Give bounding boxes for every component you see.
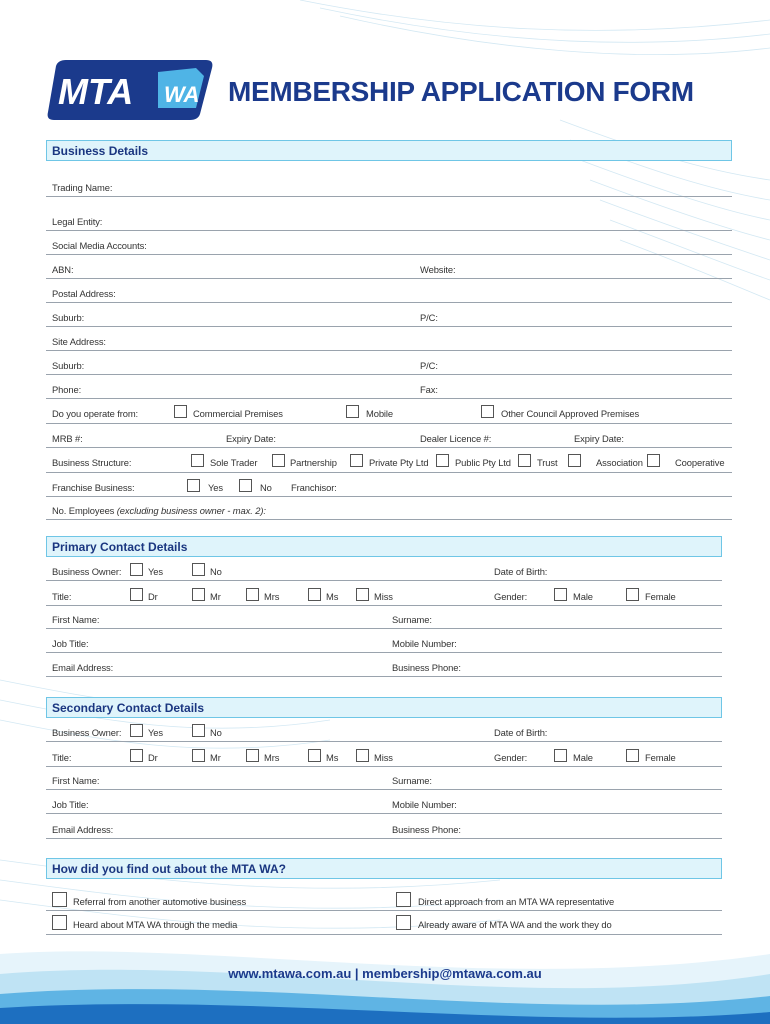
mrb-field[interactable] bbox=[46, 447, 732, 448]
primary-surname-label: Surname: bbox=[392, 614, 432, 625]
section-header-secondary: Secondary Contact Details bbox=[46, 697, 722, 718]
abn-label: ABN: bbox=[52, 264, 74, 275]
already-aware-label: Already aware of MTA WA and the work they do bbox=[418, 919, 612, 930]
secondary-owner-no-label: No bbox=[210, 727, 222, 738]
site-suburb-label: Suburb: bbox=[52, 360, 85, 371]
site-address-label: Site Address: bbox=[52, 336, 106, 347]
primary-ms-checkbox[interactable] bbox=[308, 588, 321, 601]
primary-miss-label: Miss bbox=[374, 591, 393, 602]
abn-website-field[interactable] bbox=[46, 278, 732, 279]
franchise-yes-checkbox[interactable] bbox=[187, 479, 200, 492]
primary-miss-checkbox[interactable] bbox=[356, 588, 369, 601]
partnership-label: Partnership bbox=[290, 457, 337, 468]
primary-mr-label: Mr bbox=[210, 591, 221, 602]
primary-female-label: Female bbox=[645, 591, 676, 602]
mta-wa-logo bbox=[46, 58, 214, 122]
referral-label: Referral from another automotive business bbox=[73, 896, 247, 907]
primary-job-title-label: Job Title: bbox=[52, 638, 89, 649]
mrb-label: MRB #: bbox=[52, 433, 83, 444]
public-pty-checkbox[interactable] bbox=[436, 454, 449, 467]
franchise-yes-label: Yes bbox=[208, 482, 223, 493]
phone-fax-field[interactable] bbox=[46, 398, 732, 399]
secondary-mobile-label: Mobile Number: bbox=[392, 799, 457, 810]
primary-email-label: Email Address: bbox=[52, 662, 114, 673]
secondary-dr-label: Dr bbox=[148, 752, 158, 763]
primary-name-field[interactable] bbox=[46, 628, 722, 629]
trading-name-label: Trading Name: bbox=[52, 182, 113, 193]
primary-mobile-label: Mobile Number: bbox=[392, 638, 457, 649]
private-pty-checkbox[interactable] bbox=[350, 454, 363, 467]
secondary-mrs-checkbox[interactable] bbox=[246, 749, 259, 762]
secondary-email-label: Email Address: bbox=[52, 824, 114, 835]
other-council-checkbox[interactable] bbox=[481, 405, 494, 418]
postal-address-label: Postal Address: bbox=[52, 288, 116, 299]
direct-approach-checkbox[interactable] bbox=[396, 892, 411, 907]
primary-dr-label: Dr bbox=[148, 591, 158, 602]
footer-wave bbox=[0, 944, 770, 1024]
phone-label: Phone: bbox=[52, 384, 82, 395]
other-council-label: Other Council Approved Premises bbox=[501, 408, 640, 419]
secondary-miss-label: Miss bbox=[374, 752, 393, 763]
primary-owner-yes-label: Yes bbox=[148, 566, 163, 577]
primary-gender-label: Gender: bbox=[494, 591, 528, 602]
franchise-business-label: Franchise Business: bbox=[52, 482, 135, 493]
cooperative-checkbox[interactable] bbox=[647, 454, 660, 467]
primary-male-checkbox[interactable] bbox=[554, 588, 567, 601]
footer-contact: www.mtawa.com.au | membership@mtawa.com.au bbox=[228, 966, 542, 981]
franchisor-label: Franchisor: bbox=[291, 482, 337, 493]
secondary-mr-label: Mr bbox=[210, 752, 221, 763]
primary-email-field[interactable] bbox=[46, 676, 722, 677]
employees-field[interactable] bbox=[46, 519, 732, 520]
primary-business-phone-label: Business Phone: bbox=[392, 662, 461, 673]
trading-name-field[interactable] bbox=[46, 196, 732, 197]
dealer-licence-label: Dealer Licence #: bbox=[420, 433, 492, 444]
primary-dr-checkbox[interactable] bbox=[130, 588, 143, 601]
trust-label: Trust bbox=[537, 457, 558, 468]
mrb-expiry-label: Expiry Date: bbox=[226, 433, 276, 444]
suburb-label: Suburb: bbox=[52, 312, 85, 323]
direct-approach-label: Direct approach from an MTA WA representative bbox=[418, 896, 615, 907]
social-media-label: Social Media Accounts: bbox=[52, 240, 147, 251]
secondary-owner-no-checkbox[interactable] bbox=[192, 724, 205, 737]
primary-owner-field[interactable] bbox=[46, 580, 722, 581]
primary-mrs-checkbox[interactable] bbox=[246, 588, 259, 601]
business-structure-label: Business Structure: bbox=[52, 457, 132, 468]
commercial-premises-label: Commercial Premises bbox=[193, 408, 283, 419]
primary-owner-label: Business Owner: bbox=[52, 566, 122, 577]
section-header-business: Business Details bbox=[46, 140, 732, 161]
suburb-field[interactable] bbox=[46, 326, 732, 327]
site-address-field[interactable] bbox=[46, 350, 732, 351]
section-header-primary: Primary Contact Details bbox=[46, 536, 722, 557]
association-label: Association bbox=[596, 457, 643, 468]
media-checkbox[interactable] bbox=[52, 915, 67, 930]
franchise-no-label: No bbox=[260, 482, 272, 493]
secondary-female-checkbox[interactable] bbox=[626, 749, 639, 762]
social-media-field[interactable] bbox=[46, 254, 732, 255]
secondary-male-checkbox[interactable] bbox=[554, 749, 567, 762]
primary-owner-no-label: No bbox=[210, 566, 222, 577]
secondary-dob-label: Date of Birth: bbox=[494, 727, 548, 738]
franchise-no-checkbox[interactable] bbox=[239, 479, 252, 492]
secondary-owner-yes-label: Yes bbox=[148, 727, 163, 738]
association-checkbox[interactable] bbox=[568, 454, 581, 467]
mobile-label: Mobile bbox=[366, 408, 394, 419]
primary-dob-label: Date of Birth: bbox=[494, 566, 548, 577]
secondary-name-field[interactable] bbox=[46, 789, 722, 790]
secondary-owner-label: Business Owner: bbox=[52, 727, 122, 738]
primary-mr-checkbox[interactable] bbox=[192, 588, 205, 601]
already-aware-checkbox[interactable] bbox=[396, 915, 411, 930]
site-suburb-field[interactable] bbox=[46, 374, 732, 375]
referral-checkbox[interactable] bbox=[52, 892, 67, 907]
secondary-male-label: Male bbox=[573, 752, 593, 763]
svg-text:MTA: MTA bbox=[58, 71, 134, 112]
secondary-mr-checkbox[interactable] bbox=[192, 749, 205, 762]
secondary-owner-field[interactable] bbox=[46, 741, 722, 742]
sole-trader-label: Sole Trader bbox=[210, 457, 258, 468]
legal-entity-field[interactable] bbox=[46, 230, 732, 231]
primary-title-label: Title: bbox=[52, 591, 72, 602]
divider bbox=[46, 472, 732, 473]
secondary-email-field[interactable] bbox=[46, 838, 722, 839]
divider bbox=[46, 910, 722, 911]
page-title: MEMBERSHIP APPLICATION FORM bbox=[228, 76, 694, 107]
commercial-premises-checkbox[interactable] bbox=[174, 405, 187, 418]
media-label: Heard about MTA WA through the media bbox=[73, 919, 238, 930]
divider bbox=[46, 934, 722, 935]
secondary-first-name-label: First Name: bbox=[52, 775, 100, 786]
secondary-mrs-label: Mrs bbox=[264, 752, 280, 763]
dealer-expiry-label: Expiry Date: bbox=[574, 433, 624, 444]
primary-owner-yes-checkbox[interactable] bbox=[130, 563, 143, 576]
secondary-ms-label: Ms bbox=[326, 752, 339, 763]
secondary-dr-checkbox[interactable] bbox=[130, 749, 143, 762]
section-header-find-out: How did you find out about the MTA WA? bbox=[46, 858, 722, 879]
primary-ms-label: Ms bbox=[326, 591, 339, 602]
secondary-title-label: Title: bbox=[52, 752, 72, 763]
private-pty-label: Private Pty Ltd bbox=[369, 457, 429, 468]
secondary-miss-checkbox[interactable] bbox=[356, 749, 369, 762]
secondary-job-field[interactable] bbox=[46, 813, 722, 814]
primary-mrs-label: Mrs bbox=[264, 591, 280, 602]
legal-entity-label: Legal Entity: bbox=[52, 216, 103, 227]
postal-address-field[interactable] bbox=[46, 302, 732, 303]
secondary-surname-label: Surname: bbox=[392, 775, 432, 786]
primary-male-label: Male bbox=[573, 591, 593, 602]
secondary-ms-checkbox[interactable] bbox=[308, 749, 321, 762]
pc-label: P/C: bbox=[420, 312, 438, 323]
employees-note: (excluding business owner - max. 2): bbox=[116, 505, 266, 516]
primary-job-field[interactable] bbox=[46, 652, 722, 653]
secondary-owner-yes-checkbox[interactable] bbox=[130, 724, 143, 737]
operate-from-label: Do you operate from: bbox=[52, 408, 139, 419]
trust-checkbox[interactable] bbox=[518, 454, 531, 467]
secondary-gender-label: Gender: bbox=[494, 752, 528, 763]
divider bbox=[46, 605, 722, 606]
svg-text:WA: WA bbox=[164, 82, 200, 107]
mobile-checkbox[interactable] bbox=[346, 405, 359, 418]
divider bbox=[46, 766, 722, 767]
franchise-field[interactable] bbox=[46, 496, 732, 497]
public-pty-label: Public Pty Ltd bbox=[455, 457, 511, 468]
secondary-business-phone-label: Business Phone: bbox=[392, 824, 461, 835]
divider bbox=[46, 423, 732, 424]
partnership-checkbox[interactable] bbox=[272, 454, 285, 467]
primary-owner-no-checkbox[interactable] bbox=[192, 563, 205, 576]
primary-female-checkbox[interactable] bbox=[626, 588, 639, 601]
secondary-job-title-label: Job Title: bbox=[52, 799, 89, 810]
website-label: Website: bbox=[420, 264, 456, 275]
sole-trader-checkbox[interactable] bbox=[191, 454, 204, 467]
employees-label: No. Employees (excluding business owner - max. 2): bbox=[52, 505, 266, 516]
cooperative-label: Cooperative bbox=[675, 457, 725, 468]
site-pc-label: P/C: bbox=[420, 360, 438, 371]
fax-label: Fax: bbox=[420, 384, 438, 395]
secondary-female-label: Female bbox=[645, 752, 676, 763]
primary-first-name-label: First Name: bbox=[52, 614, 100, 625]
